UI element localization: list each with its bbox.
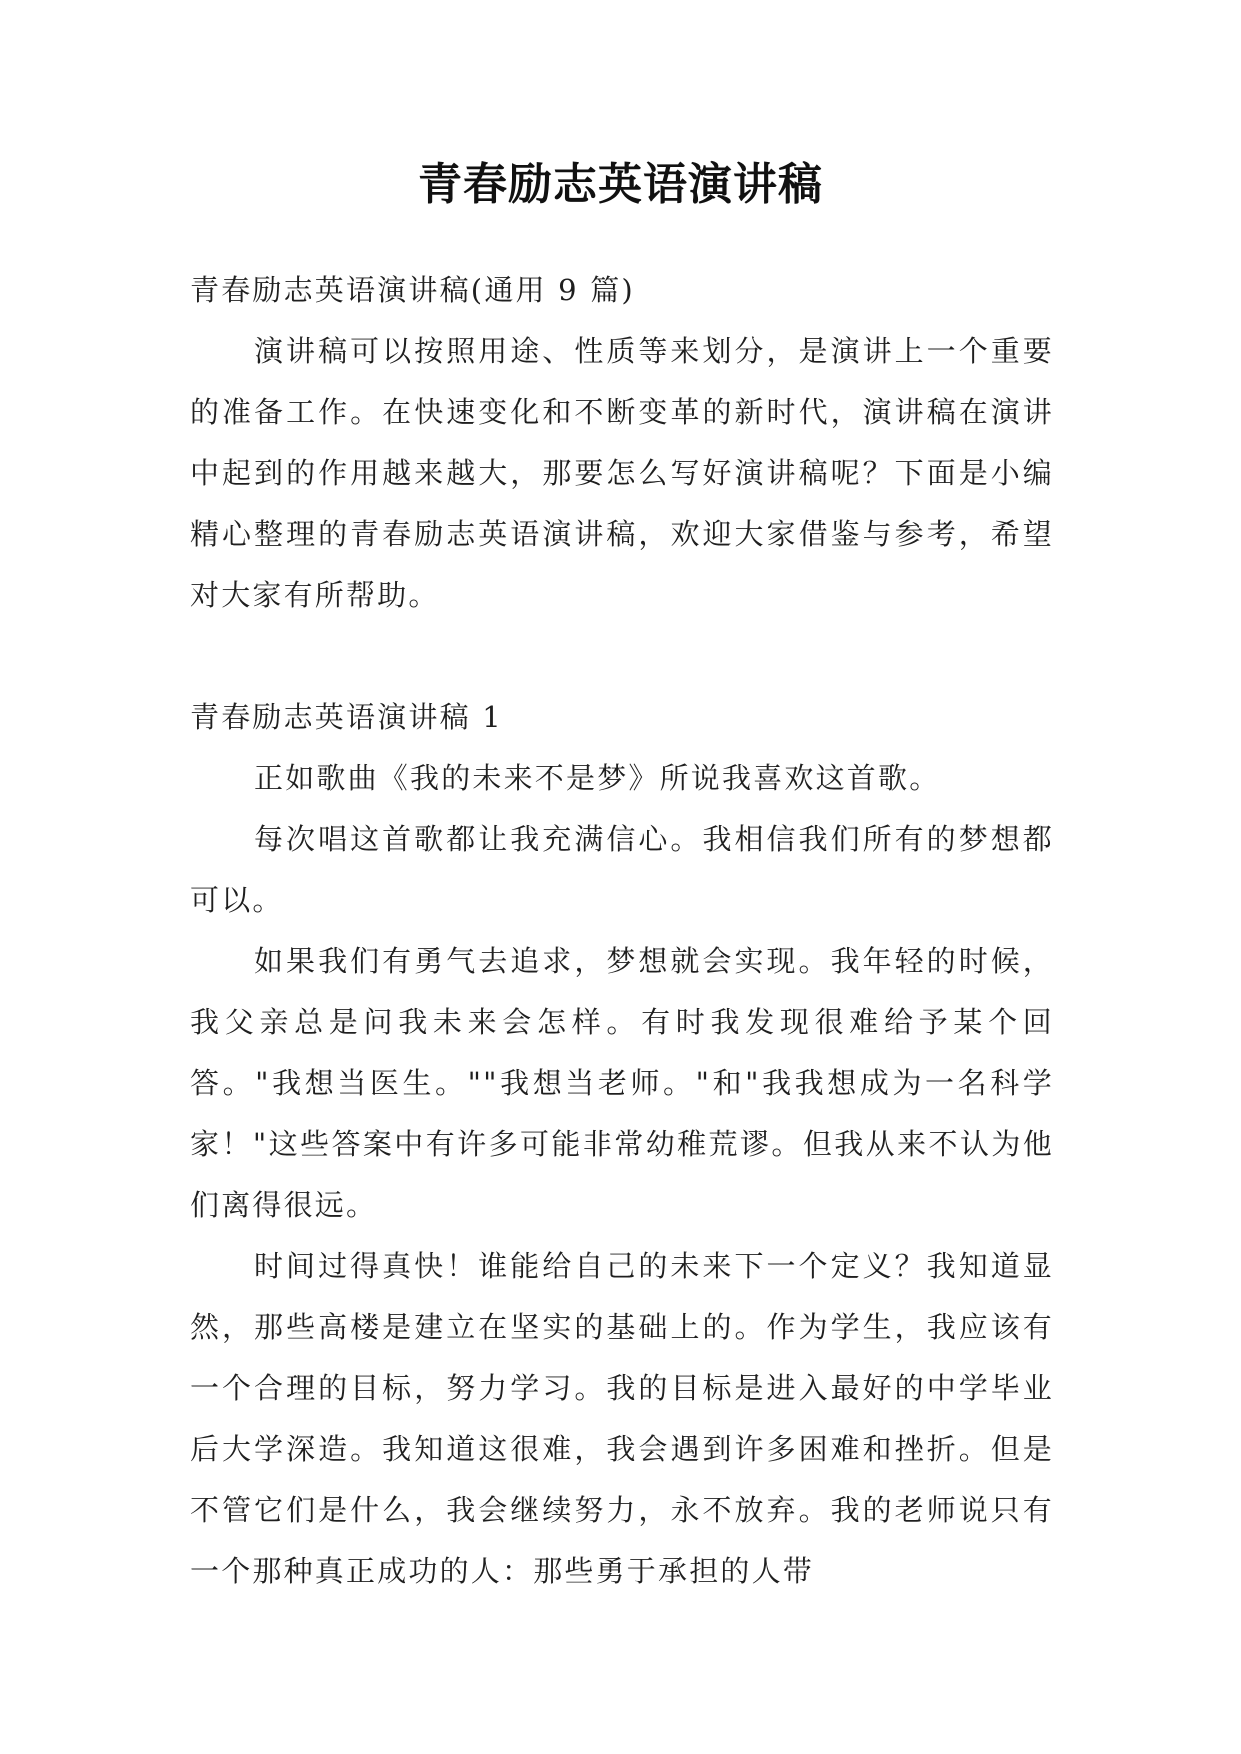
body-paragraph: 正如歌曲《我的未来不是梦》所说我喜欢这首歌。	[254, 761, 941, 795]
document-title: 青春励志英语演讲稿	[418, 159, 823, 210]
paragraph-spacer	[190, 626, 1054, 687]
intro-paragraph: 演讲稿可以按照用途、性质等来划分，是演讲上一个重要的准备工作。在快速变化和不断变革的新时代，演讲稿在演讲中起到的作用越来越大，那要怎么写好演讲稿呢？下面是小编精心整理的青春励志英语演讲稿，欢迎大家借鉴与参考，希望对大家有所帮助。	[190, 334, 1054, 612]
body-paragraph: 如果我们有勇气去追求，梦想就会实现。我年轻的时候，我父亲总是问我未来会怎样。有时我发现很难给予某个回答。"我想当医生。""我想当老师。"和"我我想成为一名科学家！"这些答案中有许多可能非常幼稚荒谬。但我从来不认为他们离得很远。	[190, 944, 1054, 1222]
document-subtitle: 青春励志英语演讲稿(通用 9 篇)	[190, 273, 635, 307]
body-paragraph: 每次唱这首歌都让我充满信心。我相信我们所有的梦想都可以。	[190, 822, 1054, 917]
document-body	[190, 260, 1054, 1602]
section-heading: 青春励志英语演讲稿 1	[190, 700, 503, 734]
body-paragraph: 时间过得真快！谁能给自己的未来下一个定义？我知道显然，那些高楼是建立在坚实的基础上的。作为学生，我应该有一个合理的目标，努力学习。我的目标是进入最好的中学毕业后大学深造。我知道这很难，我会遇到许多困难和挫折。但是不管它们是什么，我会继续努力，永不放弃。我的老师说只有一个那种真正成功的人：那些勇于承担的人带	[190, 1249, 1054, 1588]
